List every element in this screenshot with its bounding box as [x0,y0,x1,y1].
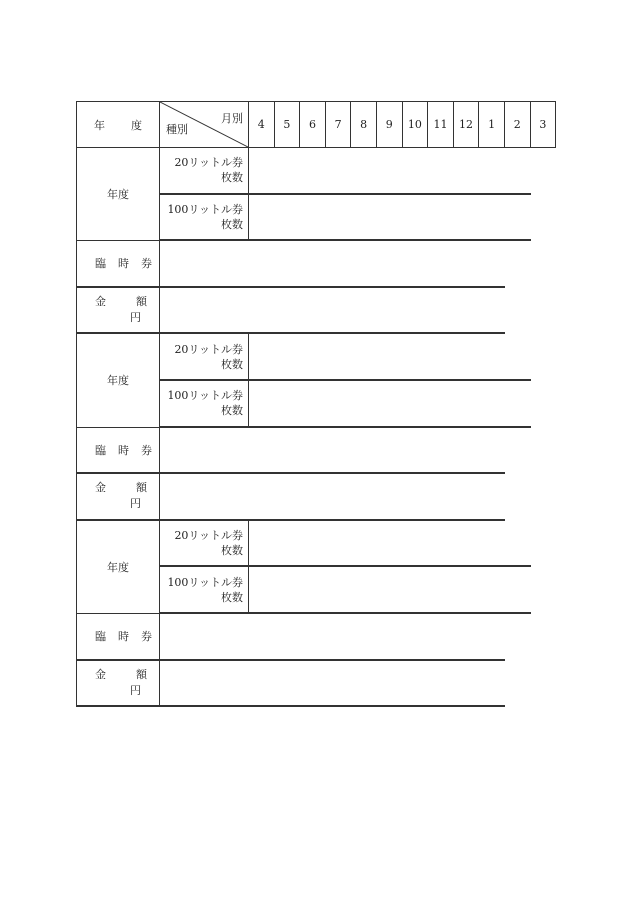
count-label: 枚数 [221,217,243,231]
type-amount [77,474,160,520]
month-header: 4 [249,102,275,148]
yen-unit: 円 [130,311,141,325]
entry-cell[interactable] [376,333,402,334]
year-cell[interactable] [77,148,160,241]
row-20l [77,148,556,194]
rinji-char-3: 券 [141,630,152,644]
month-header: 9 [376,102,402,148]
entry-cell[interactable] [274,426,300,427]
entry-cell[interactable] [376,566,402,567]
month-header: 2 [504,102,530,148]
type-20l-label: 20リットル券 [174,156,243,170]
entry-cell[interactable] [453,379,479,380]
count-label: 枚数 [221,544,243,558]
entry-cell[interactable] [479,379,505,380]
entry-cell[interactable] [160,612,249,613]
entry-cell[interactable] [479,519,505,520]
month-header: 5 [274,102,300,148]
year-cell[interactable] [77,334,160,427]
entry-cell[interactable] [479,333,505,334]
entry-cell[interactable] [453,659,479,660]
entry-cell[interactable] [300,566,326,567]
yen-unit: 円 [130,683,141,697]
entry-cell[interactable] [428,519,454,520]
entry-cell[interactable] [376,519,402,520]
entry-cell[interactable] [428,612,454,613]
row-kingaku [77,474,556,520]
entry-cell[interactable] [160,659,249,660]
entry-cell[interactable] [453,426,479,427]
entry-cell[interactable] [479,240,505,241]
type-temporary-ticket [77,241,160,287]
entry-cell[interactable] [325,379,351,380]
month-header: 10 [402,102,428,148]
entry-cell[interactable] [249,240,275,241]
entry-cell[interactable] [325,193,351,194]
entry-cell[interactable] [249,473,275,474]
type-20l-label: 20リットル券 [174,342,243,356]
entry-cell[interactable] [376,659,402,660]
kingaku-char-1: 金 [95,667,106,681]
entry-cell[interactable] [325,706,351,707]
ticket-ledger-form [76,101,556,707]
year-cell[interactable] [77,520,160,613]
entry-cell[interactable] [300,240,326,241]
nendo-char-2: 度 [131,118,142,132]
entry-cell[interactable] [160,706,249,707]
entry-cell[interactable] [402,379,428,380]
entry-cell[interactable] [325,659,351,660]
entry-cell[interactable] [504,379,530,380]
entry-cell[interactable] [300,426,326,427]
rinji-char-1: 臨 [95,630,106,644]
entry-cell[interactable] [479,706,505,707]
entry-cell[interactable] [249,659,275,660]
entry-cell[interactable] [428,566,454,567]
type-20l-ticket-count [160,334,249,380]
row-rinji [77,241,556,287]
entry-cell[interactable] [402,426,428,427]
count-label: 枚数 [221,590,243,604]
entry-cell[interactable] [325,473,351,474]
type-20l-label: 20リットル券 [174,529,243,543]
year-label: 年度 [107,374,129,388]
count-label: 枚数 [221,357,243,371]
entry-cell[interactable] [300,379,326,380]
entry-cell[interactable] [453,473,479,474]
entry-cell[interactable] [351,706,377,707]
entry-cell[interactable] [402,286,428,287]
entry-cell[interactable] [376,240,402,241]
entry-cell[interactable] [376,426,402,427]
entry-cell[interactable] [479,566,505,567]
nendo-header [77,102,160,148]
entry-cell[interactable] [351,566,377,567]
entry-cell[interactable] [402,193,428,194]
entry-cell[interactable] [479,659,505,660]
month-header: 11 [428,102,454,148]
month-header: 6 [300,102,326,148]
rinji-char-3: 券 [141,257,152,271]
kingaku-char-1: 金 [95,295,106,309]
rinji-char-3: 券 [141,443,152,457]
row-kingaku [77,660,556,706]
entry-cell[interactable] [351,612,377,613]
entry-cell[interactable] [351,240,377,241]
entry-cell[interactable] [300,706,326,707]
entry-cell[interactable] [376,193,402,194]
entry-cell[interactable] [428,706,454,707]
entry-cell[interactable] [325,566,351,567]
entry-cell[interactable] [249,286,275,287]
kingaku-char-1: 金 [95,481,106,495]
entry-cell[interactable] [300,519,326,520]
entry-cell[interactable] [376,473,402,474]
rinji-char-2: 時 [118,630,129,644]
entry-cell[interactable] [274,706,300,707]
entry-cell[interactable] [77,706,160,707]
type-amount [77,287,160,333]
entry-cell[interactable] [160,426,249,427]
rinji-char-2: 時 [118,257,129,271]
entry-cell[interactable] [351,193,377,194]
month-header: 8 [351,102,377,148]
entry-cell[interactable] [479,426,505,427]
type-temporary-ticket [77,613,160,659]
entry-cell[interactable] [376,286,402,287]
month-header: 12 [453,102,479,148]
entry-cell[interactable] [274,333,300,334]
entry-cell[interactable] [325,240,351,241]
type-100l-label: 100リットル券 [167,389,243,403]
entry-cell[interactable] [376,612,402,613]
entry-cell[interactable] [453,612,479,613]
entry-cell[interactable] [300,612,326,613]
entry-cell[interactable] [160,473,249,474]
month-header: 7 [325,102,351,148]
row-20l [77,334,556,380]
entry-cell[interactable] [351,286,377,287]
entry-cell[interactable] [249,333,275,334]
entry-cell[interactable] [274,240,300,241]
entry-cell[interactable] [453,333,479,334]
kingaku-char-2: 額 [136,667,147,681]
header-row [77,102,556,148]
type-100l-label: 100リットル券 [167,202,243,216]
row-20l [77,520,556,566]
entry-cell[interactable] [479,286,505,287]
entry-cell[interactable] [249,193,275,194]
entry-cell[interactable] [274,286,300,287]
entry-cell[interactable] [402,566,428,567]
entry-cell[interactable] [402,333,428,334]
entry-cell[interactable] [351,473,377,474]
entry-cell[interactable] [351,519,377,520]
entry-cell[interactable] [300,193,326,194]
month-header: 1 [479,102,505,148]
entry-cell[interactable] [274,659,300,660]
entry-cell[interactable] [249,426,275,427]
entry-cell[interactable] [325,426,351,427]
entry-cell[interactable] [274,519,300,520]
type-100l-ticket-count [160,567,249,613]
entry-cell[interactable] [300,659,326,660]
entry-cell[interactable] [453,519,479,520]
entry-cell[interactable] [274,566,300,567]
entry-cell[interactable] [402,519,428,520]
entry-cell[interactable] [300,286,326,287]
row-rinji [77,427,556,473]
entry-cell[interactable] [479,473,505,474]
entry-cell[interactable] [453,286,479,287]
ledger-table [76,101,556,707]
entry-cell[interactable] [402,659,428,660]
entry-cell[interactable] [479,612,505,613]
entry-cell[interactable] [274,612,300,613]
entry-cell[interactable] [504,240,530,241]
entry-cell[interactable] [453,240,479,241]
entry-cell[interactable] [428,333,454,334]
entry-cell[interactable] [402,240,428,241]
diagonal-header [160,102,249,148]
entry-cell[interactable] [402,706,428,707]
entry-cell[interactable] [300,333,326,334]
entry-cell[interactable] [428,193,454,194]
nendo-char-1: 年 [94,118,105,132]
kingaku-char-2: 額 [136,481,147,495]
entry-cell[interactable] [428,286,454,287]
year-label: 年度 [107,188,129,202]
entry-cell[interactable] [325,519,351,520]
entry-cell[interactable] [428,659,454,660]
entry-cell[interactable] [300,473,326,474]
type-label: 種別 [166,123,188,136]
type-temporary-ticket [77,427,160,473]
entry-cell[interactable] [453,706,479,707]
entry-cell[interactable] [376,379,402,380]
type-amount [77,660,160,706]
entry-cell[interactable] [504,426,530,427]
month-header: 3 [530,102,556,148]
entry-cell[interactable] [402,473,428,474]
row-kingaku [77,287,556,333]
entry-cell[interactable] [428,379,454,380]
entry-cell[interactable] [274,473,300,474]
year-label: 年度 [107,560,129,574]
entry-cell[interactable] [428,473,454,474]
entry-cell[interactable] [428,426,454,427]
entry-cell[interactable] [504,193,530,194]
entry-cell[interactable] [504,612,530,613]
type-20l-ticket-count [160,148,249,194]
entry-cell[interactable] [249,519,275,520]
entry-cell[interactable] [453,193,479,194]
rinji-char-1: 臨 [95,257,106,271]
yen-unit: 円 [130,497,141,511]
entry-cell[interactable] [504,566,530,567]
row-rinji [77,613,556,659]
type-100l-ticket-count [160,380,249,426]
entry-cell[interactable] [249,566,275,567]
entry-cell[interactable] [325,333,351,334]
entry-cell[interactable] [351,379,377,380]
count-label: 枚数 [221,404,243,418]
type-20l-ticket-count [160,520,249,566]
rinji-char-1: 臨 [95,443,106,457]
entry-cell[interactable] [479,193,505,194]
entry-cell[interactable] [376,706,402,707]
entry-cell[interactable] [249,379,275,380]
entry-cell[interactable] [453,566,479,567]
entry-cell[interactable] [428,240,454,241]
entry-cell[interactable] [160,240,249,241]
entry-cell[interactable] [249,706,275,707]
rinji-char-2: 時 [118,443,129,457]
kingaku-char-2: 額 [136,295,147,309]
entry-cell[interactable] [325,286,351,287]
entry-cell[interactable] [402,612,428,613]
entry-cell[interactable] [351,659,377,660]
type-100l-label: 100リットル券 [167,575,243,589]
monthly-label: 月別 [221,112,243,125]
entry-cell[interactable] [274,379,300,380]
entry-cell[interactable] [351,426,377,427]
entry-cell[interactable] [160,286,249,287]
count-label: 枚数 [221,171,243,185]
entry-cell[interactable] [325,612,351,613]
type-100l-ticket-count [160,194,249,240]
entry-cell[interactable] [351,333,377,334]
entry-cell[interactable] [274,193,300,194]
entry-cell[interactable] [249,612,275,613]
